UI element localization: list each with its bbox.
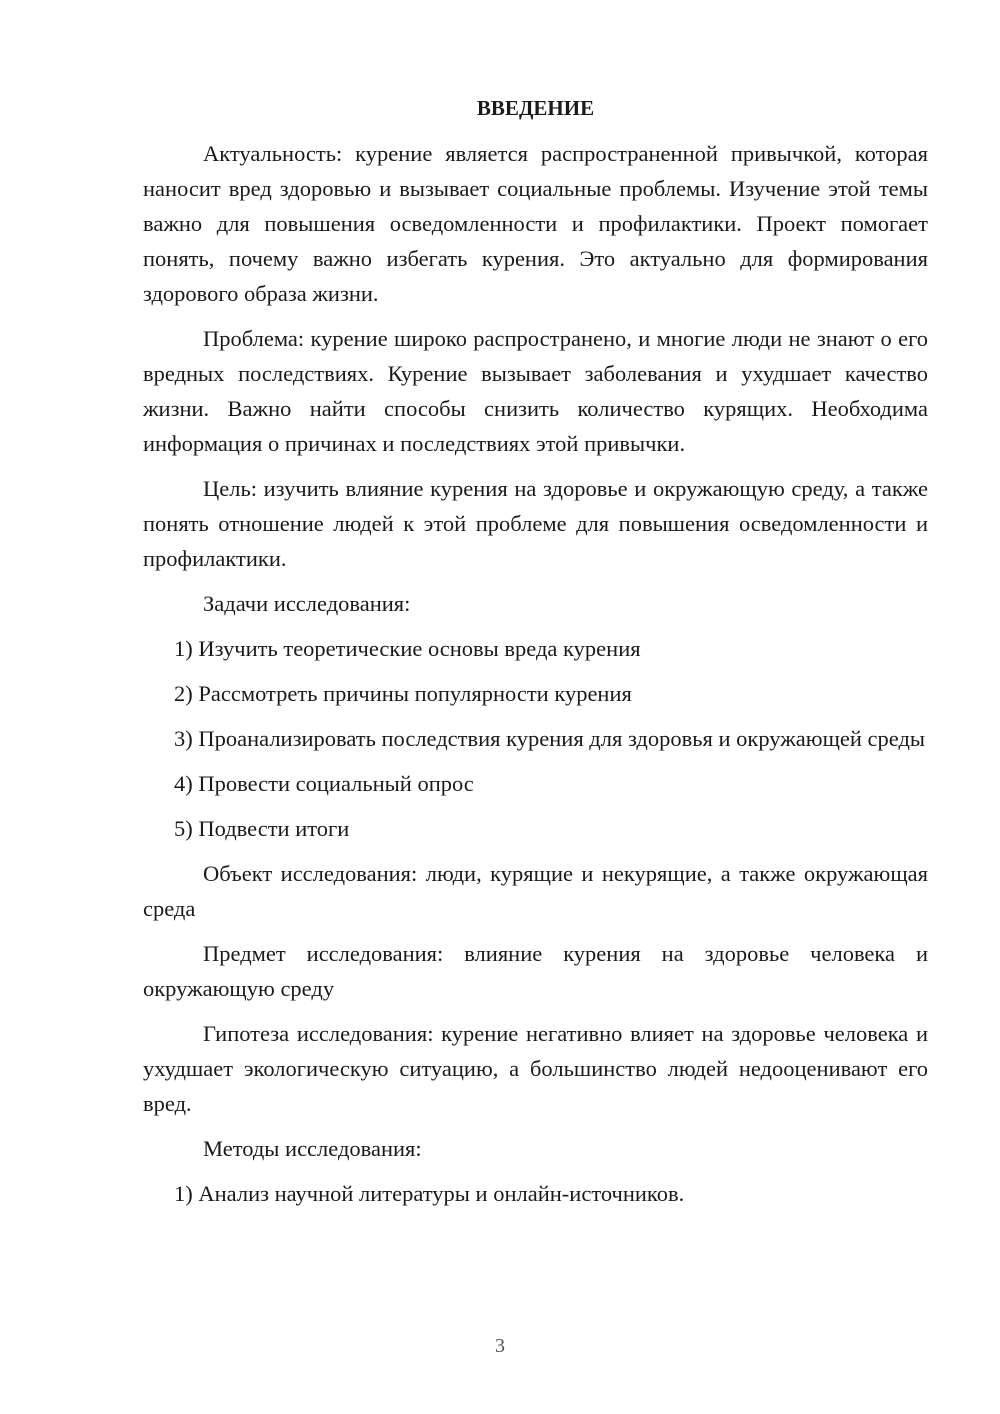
tasks-heading: Задачи исследования: bbox=[203, 591, 411, 616]
subject-paragraph: Предмет исследования: влияние курения на здоровье человека и окружающую среду bbox=[143, 941, 928, 1001]
page-title: ВВЕДЕНИЕ bbox=[476, 96, 595, 120]
hypothesis-paragraph: Гипотеза исследования: курение негативно влияет на здоровье человека и ухудшает экологическую ситуацию, а большинство людей недооценивают его вред. bbox=[143, 1021, 928, 1116]
method-item-1: 1) Анализ научной литературы и онлайн-источников. bbox=[174, 1181, 685, 1206]
object-paragraph: Объект исследования: люди, курящие и некурящие, а также окружающая среда bbox=[143, 861, 928, 921]
document-page bbox=[143, 90, 928, 1221]
task-item-1: 1) Изучить теоретические основы вреда курения bbox=[174, 636, 641, 661]
task-item-5: 5) Подвести итоги bbox=[174, 816, 350, 841]
problem-paragraph: Проблема: курение широко распространено, и многие люди не знают о его вредных последствиях. Курение вызывает заболевания и ухудшает качество жизни. Важно найти способы снизить количество курящих. Необходима информация о причинах и последствиях этой привычки. bbox=[143, 326, 928, 456]
task-item-4: 4) Провести социальный опрос bbox=[174, 771, 474, 796]
methods-heading: Методы исследования: bbox=[203, 1136, 422, 1161]
relevance-paragraph: Актуальность: курение является распространенной привычкой, которая наносит вред здоровью и вызывает социальные проблемы. Изучение этой темы важно для повышения осведомленности и профилактики. Проект помогает понять, почему важно избегать курения. Это актуально для формирования здорового образа жизни. bbox=[143, 141, 928, 306]
page-number: 3 bbox=[495, 1335, 505, 1357]
task-item-2: 2) Рассмотреть причины популярности курения bbox=[174, 681, 632, 706]
task-item-3: 3) Проанализировать последствия курения для здоровья и окружающей среды bbox=[174, 726, 926, 751]
goal-paragraph: Цель: изучить влияние курения на здоровье и окружающую среду, а также понять отношение людей к этой проблеме для повышения осведомленности и профилактики. bbox=[143, 476, 928, 571]
